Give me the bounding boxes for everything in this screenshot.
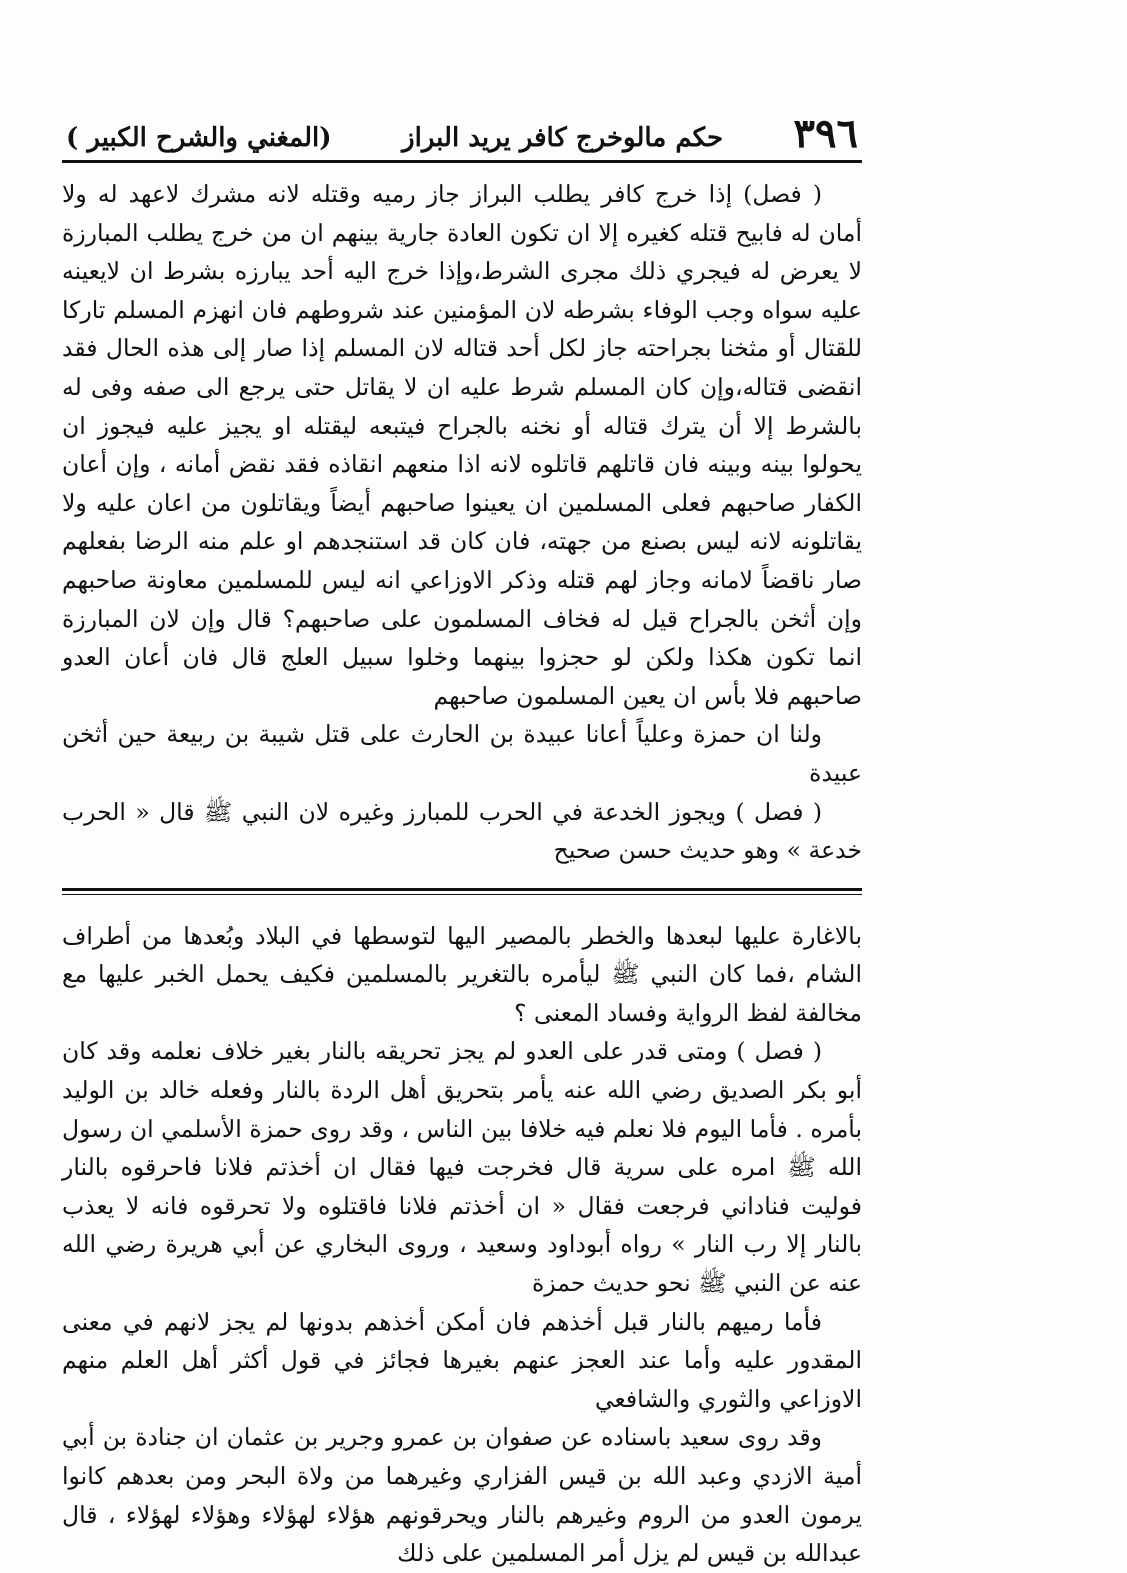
footnote-paragraph-tahriq: ( فصل ) ومتى قدر على العدو لم يجز تحريقه بالنار بغير خلاف نعلمه وقد كان أبو بكر الصديق رضي الله عنه يأمر بتحريق أهل الردة بالنار وفعله خالد بن الوليد بأمره . فأما اليوم فلا نعلم فيه خلافا بين الناس ، وقد روى حمزة الأسلمي ان رسول الله ﷺ امره على سرية قال فخرجت فيها فقال ان أخذتم فلانا فاحرقوه بالنار فوليت فناداني فرجعت فقال « ان أخذتم فلانا فاقتلوه ولا تحرقوه فانه لا يعذب بالنار إلا رب النار » رواه أبوداود وسعيد ، وروى البخاري عن أبي هريرة رضي الله عنه عن النبي ﷺ نحو حديث حمزة [62,1037,862,1298]
main-text [62,175,862,870]
footnote-paragraph-1: بالاغارة عليها لبعدها والخطر بالمصير اليها لتوسطها في البلاد وبُعدها من أطراف الشام ،فما كان النبي ﷺ ليأمره بالتغرير بالمسلمين فكيف يحمل الخبر عليها مع مخالفة لفظ الرواية وفساد المعنى ؟ [62,921,862,1027]
footnote-paragraph-ramy: فأما رميهم بالنار قبل أخذهم فان أمكن أخذهم بدونها لم يجز لانهم في معنى المقدور عليه وأما عند العجز عنهم بغيرها فجائز في قول أكثر أهل العلم منهم الاوزاعي والثوري والشافعي [62,1307,862,1413]
book-title: (المغني والشرح الكبير ) [66,122,332,153]
paragraph-hamza-ali: ولنا ان حمزة وعلياً أعانا عبيدة بن الحارث على قتل شيبة بن ربيعة حين أثخن عبيدة [62,720,862,787]
page-header [62,96,862,157]
book-page [62,96,862,1573]
header-rule [62,160,862,163]
footnote-paragraph-saeed: وقد روى سعيد باسناده عن صفوان بن عمرو وجرير بن عثمان ان جنادة بن أبي أمية الازدي وعبد الله بن قيس الفزاري وغيرهما من ولاة البحر ومن بعدهم كانوا يرمون العدو من الروم وغيرهم بالنار ويحرقونهم هؤلاء لهؤلاء وهؤلاء لهؤلاء ، قال عبدالله بن قيس لم يزل أمر المسلمين على ذلك [62,1423,862,1568]
page-number: ٣٩٦ [793,110,858,157]
running-title: حكم مالوخرج كافر يريد البراز [402,122,724,153]
footnote-divider [62,888,862,895]
footnote-text [62,917,862,1573]
paragraph-mubaraza: ( فصل) إذا خرج كافر يطلب البراز جاز رميه وقتله لانه مشرك لاعهد له ولا أمان له فابيح قتله كغيره إلا ان تكون العادة جارية بينهم ان من خرج يطلب المبارزة لا يعرض له فيجري ذلك مجرى الشرط،وإذا خرج اليه أحد يبارزه بشرط ان لايعينه عليه سواه وجب الوفاء بشرطه لان المؤمنين عند شروطهم فان انهزم المسلم تاركا للقتال أو مثخنا بجراحته جاز لكل أحد قتاله لان المسلم إذا صار إلى هذه الحال فقد انقضى قتاله،وإن كان المسلم شرط عليه ان لا يقاتل حتى يرجع الى صفه وفى له بالشرط إلا أن يترك قتاله أو نخنه بالجراح فيتبعه ليقتله او يجيز عليه فيجوز ان يحولوا بينه وبينه فان قاتلهم قاتلوه لانه اذا منعهم انقاذه فقد نقض أمانه ، وإن أعان الكفار صاحبهم فعلى المسلمين ان يعينوا صاحبهم أيضاً ويقاتلون من اعان عليه ولا يقاتلونه لانه ليس بصنع من جهته، فان كان قد استنجدهم او علم منه الرضا بفعلهم صار ناقضاً لامانه وجاز لهم قتله وذكر الاوزاعي انه ليس للمسلمين معاونة صاحبهم وإن أثخن بالجراح قيل له فخاف المسلمون على صاحبهم؟ قال وإن لان المبارزة انما تكون هكذا ولكن لو حجزوا بينهما وخلوا سبيل العلج قال فان أعان العدو صاحبهم فلا بأس ان يعين المسلمون صاحبهم [62,180,862,710]
paragraph-khudaa: ( فصل ) ويجوز الخدعة في الحرب للمبارز وغيره لان النبي ﷺ قال « الحرب خدعة » وهو حديث حسن صحيح [62,797,862,865]
